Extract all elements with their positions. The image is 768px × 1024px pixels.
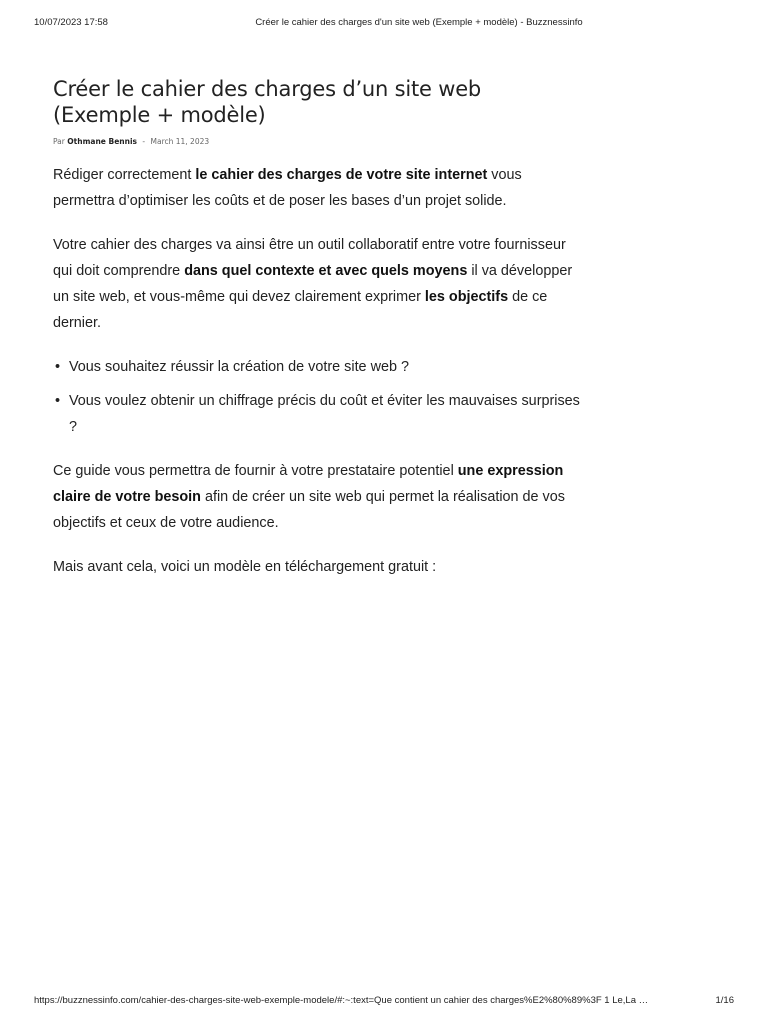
text: il va développer un site web, et vous-même qui devez clairement exprimer <box>53 263 573 305</box>
byline-separator: - <box>142 137 146 146</box>
article-content <box>53 162 583 580</box>
paragraph-collaboration <box>53 232 583 336</box>
list-item-text: Vous souhaitez réussir la création de votre site web ? <box>69 359 409 375</box>
print-header <box>34 17 734 31</box>
bold-text: le cahier des charges de votre site internet <box>195 167 488 183</box>
text: Ce guide vous permettra de fournir à votre prestataire potentiel <box>53 463 458 479</box>
list-item <box>55 388 583 440</box>
paragraph-guide <box>53 458 583 536</box>
article-title: Créer le cahier des charges d’un site web (Exemple + modèle) <box>53 77 482 127</box>
bullet-dot-icon: • <box>55 393 61 409</box>
publish-date: March 11, 2023 <box>150 137 210 146</box>
print-footer <box>34 995 734 1009</box>
text: vous permettra d’optimiser les coûts et de poser les bases d’un projet solide. <box>53 167 522 209</box>
bullet-dot-icon: • <box>55 359 61 375</box>
bold-text: une expression claire de votre besoin <box>53 463 564 505</box>
text: Votre cahier des charges va ainsi être un outil collaboratif entre votre fournisseur qui doit comprendre <box>53 237 566 279</box>
bullet-list <box>53 354 583 440</box>
print-datetime: 10/07/2023 17:58 <box>34 17 108 28</box>
print-url: https://buzznessinfo.com/cahier-des-charges-site-web-exemple-modele/#:~:text=Que contient un cahier des charges%E2%80%89%3F 1 Le,La … <box>34 995 649 1006</box>
page-number: 1/16 <box>715 995 734 1006</box>
list-item <box>55 354 583 380</box>
text: Rédiger correctement <box>53 167 196 183</box>
list-item-text: Vous voulez obtenir un chiffrage précis du coût et éviter les mauvaises surprises ? <box>69 393 580 435</box>
paragraph-intro <box>53 162 583 214</box>
bold-text: dans quel contexte et avec quels moyens <box>184 263 468 279</box>
byline-prefix: Par <box>53 137 65 146</box>
byline <box>53 137 583 146</box>
bold-text: les objectifs <box>424 289 509 305</box>
text: de ce dernier. <box>53 289 548 331</box>
article <box>53 76 583 598</box>
paragraph-download: Mais avant cela, voici un modèle en téléchargement gratuit : <box>53 559 437 575</box>
text: afin de créer un site web qui permet la réalisation de vos objectifs et ceux de votre audience. <box>53 489 565 531</box>
author-link[interactable]: Othmane Bennis <box>67 137 137 146</box>
print-document-title: Créer le cahier des charges d'un site web (Exemple + modèle) - Buzznessinfo <box>255 17 583 28</box>
